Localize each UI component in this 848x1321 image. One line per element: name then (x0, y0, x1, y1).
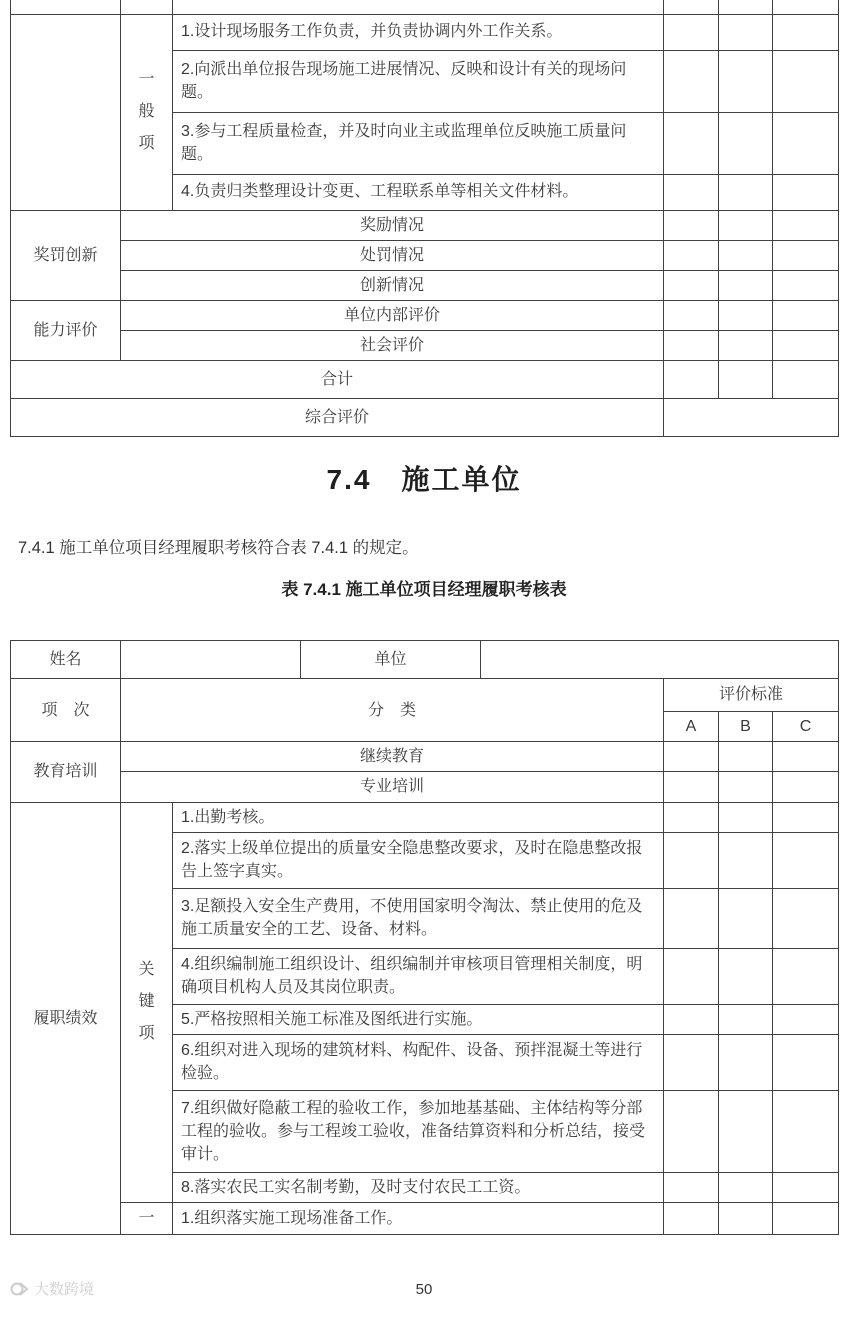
ability-row-label: 单位内部评价 (121, 301, 664, 331)
score-cell (719, 948, 773, 1004)
score-cell (664, 1004, 719, 1034)
education-row-label: 专业培训 (121, 772, 664, 802)
score-cell (773, 802, 839, 832)
table-row (11, 210, 839, 240)
cut-cell (719, 0, 773, 14)
score-cell (664, 1203, 719, 1235)
score-cell (664, 832, 719, 888)
education-row-label: 继续教育 (121, 742, 664, 772)
score-cell (719, 802, 773, 832)
score-cell (664, 174, 719, 210)
table-row (11, 641, 839, 679)
score-cell (773, 174, 839, 210)
item-cell: 4.组织编制施工组织设计、组织编制并审核项目管理相关制度，明确项目机构人员及其岗位职责。 (173, 948, 664, 1004)
key-items-label: 关键项 (138, 961, 155, 1043)
item-cell: 4.负责归类整理设计变更、工程联系单等相关文件材料。 (173, 174, 664, 210)
item-cell: 1.出勤考核。 (173, 802, 664, 832)
score-cell (719, 240, 773, 270)
ability-group-label: 能力评价 (11, 301, 121, 361)
score-cell (773, 1034, 839, 1090)
table-row (11, 361, 839, 399)
key-items-label-cell (121, 802, 173, 1203)
reward-row-label: 创新情况 (121, 270, 664, 300)
section-heading: 7.4 施工单位 (326, 464, 522, 495)
general-items-label-cell (121, 14, 173, 210)
score-cell (664, 50, 719, 112)
score-cell (664, 1090, 719, 1172)
score-cell (719, 1172, 773, 1202)
score-cell (664, 301, 719, 331)
score-cell (719, 832, 773, 888)
item-cell: 2.落实上级单位提出的质量安全隐患整改要求，及时在隐患整改报告上签字真实。 (173, 832, 664, 888)
score-cell (664, 210, 719, 240)
item-cell: 6.组织对进入现场的建筑材料、构配件、设备、预拌混凝土等进行检验。 (173, 1034, 664, 1090)
general-items-label: 一般项 (138, 71, 155, 152)
score-cell (664, 1034, 719, 1090)
score-cell (773, 1203, 839, 1235)
score-cell (773, 210, 839, 240)
cut-cell (11, 0, 121, 14)
score-cell (719, 14, 773, 50)
score-cell (664, 331, 719, 361)
score-cell (719, 331, 773, 361)
item-cell: 7.组织做好隐蔽工程的验收工作，参加地基基础、主体结构等分部工程的验收。参与工程竣工验收，准备结算资料和分析总结，接受审计。 (173, 1090, 664, 1172)
score-cell (719, 270, 773, 300)
item-cell: 3.足额投入安全生产费用，不使用国家明令淘汰、禁止使用的危及施工质量安全的工艺、设备、材料。 (173, 888, 664, 948)
item-cell: 5.严格按照相关施工标准及图纸进行实施。 (173, 1004, 664, 1034)
score-cell (719, 772, 773, 802)
score-cell (719, 1034, 773, 1090)
score-cell (773, 14, 839, 50)
overall-label: 综合评价 (11, 399, 664, 437)
table-row (11, 270, 839, 300)
score-cell (719, 50, 773, 112)
score-cell (773, 1004, 839, 1034)
score-cell (664, 1172, 719, 1202)
header-category: 分 类 (121, 679, 664, 742)
score-cell (664, 948, 719, 1004)
score-cell (719, 112, 773, 174)
score-cell (773, 112, 839, 174)
page-number: 50 (415, 1281, 433, 1298)
table-row (11, 399, 839, 437)
performance-group-label: 履职绩效 (11, 802, 121, 1235)
score-cell (773, 301, 839, 331)
name-label: 姓名 (11, 641, 121, 679)
score-cell (773, 331, 839, 361)
cut-cell (773, 0, 839, 14)
group-label-cell-empty (11, 14, 121, 210)
item-cell: 3.参与工程质量检查，并及时向业主或监理单位反映施工质量问题。 (173, 112, 664, 174)
general-items-label-partial: 一 (121, 1203, 173, 1235)
table-row (11, 0, 839, 14)
score-cell (664, 112, 719, 174)
table-row (11, 301, 839, 331)
criteria-col-c: C (773, 712, 839, 742)
table-row (11, 742, 839, 772)
table-row (11, 14, 839, 50)
score-cell (664, 270, 719, 300)
table-row (11, 240, 839, 270)
score-cell (773, 1172, 839, 1202)
unit-label: 单位 (301, 641, 481, 679)
score-cell (664, 888, 719, 948)
cut-cell (173, 0, 664, 14)
score-cell (773, 1090, 839, 1172)
item-cell: 1.组织落实施工现场准备工作。 (173, 1203, 664, 1235)
criteria-col-b: B (719, 712, 773, 742)
table-row (11, 802, 839, 832)
score-cell (664, 742, 719, 772)
education-group-label: 教育培训 (11, 742, 121, 802)
score-cell (719, 1090, 773, 1172)
table-caption: 表 7.4.1 施工单位项目经理履职考核表 (281, 580, 567, 599)
score-cell (719, 742, 773, 772)
score-cell (773, 361, 839, 399)
score-cell (719, 210, 773, 240)
name-value-cell (121, 641, 301, 679)
total-label: 合计 (11, 361, 664, 399)
table-row (11, 1203, 839, 1235)
item-cell: 1.设计现场服务工作负责，并负责协调内外工作关系。 (173, 14, 664, 50)
item-cell: 2.向派出单位报告现场施工进展情况、反映和设计有关的现场问题。 (173, 50, 664, 112)
score-cell (719, 174, 773, 210)
score-cell (719, 888, 773, 948)
score-cell (664, 802, 719, 832)
table-row (11, 679, 839, 712)
table-row (11, 772, 839, 802)
watermark (10, 1278, 94, 1299)
assessment-table-continuation (10, 0, 839, 437)
score-cell (773, 888, 839, 948)
cut-cell (664, 0, 719, 14)
clause-text: 7.4.1 施工单位项目经理履职考核符合表 7.4.1 的规定。 (18, 539, 419, 557)
criteria-col-a: A (664, 712, 719, 742)
score-cell (773, 270, 839, 300)
score-cell (773, 742, 839, 772)
reward-row-label: 奖励情况 (121, 210, 664, 240)
table-row (11, 331, 839, 361)
score-cell (719, 361, 773, 399)
score-cell (773, 50, 839, 112)
watermark-logo-icon (10, 1280, 30, 1298)
unit-value-cell (481, 641, 839, 679)
score-cell (664, 772, 719, 802)
cut-cell (121, 0, 173, 14)
watermark-text: 大数跨境 (34, 1281, 95, 1298)
score-cell (719, 1004, 773, 1034)
header-item: 项 次 (11, 679, 121, 742)
score-cell (719, 301, 773, 331)
score-cell (773, 772, 839, 802)
project-manager-assessment-table (10, 640, 839, 1235)
score-cell (773, 240, 839, 270)
score-cell (664, 240, 719, 270)
score-cell (664, 361, 719, 399)
reward-group-label: 奖罚创新 (11, 210, 121, 301)
score-cell-merged (664, 399, 839, 437)
reward-row-label: 处罚情况 (121, 240, 664, 270)
score-cell (719, 1203, 773, 1235)
score-cell (773, 948, 839, 1004)
header-criteria: 评价标准 (664, 679, 839, 712)
score-cell (664, 14, 719, 50)
item-cell: 8.落实农民工实名制考勤，及时支付农民工工资。 (173, 1172, 664, 1202)
ability-row-label: 社会评价 (121, 331, 664, 361)
score-cell (773, 832, 839, 888)
